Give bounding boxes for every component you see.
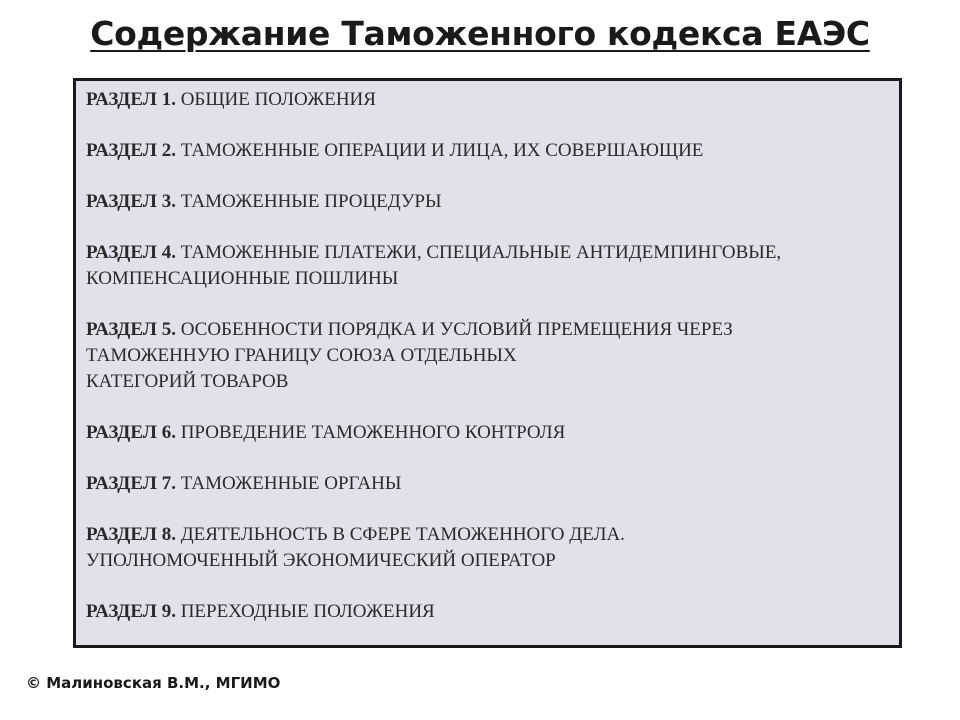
section-item-3 — [86, 189, 889, 215]
section-title-line: ТАМОЖЕННЫЕ ОПЕРАЦИИ И ЛИЦА, ИХ СОВЕРШАЮЩИЕ — [180, 140, 704, 161]
section-item-4 — [86, 240, 889, 292]
section-item-6 — [86, 420, 889, 446]
slide-title: Содержание Таможенного кодекса ЕАЭС — [90, 14, 870, 53]
sections-box — [73, 78, 902, 648]
section-number: РАЗДЕЛ 2. — [86, 140, 176, 161]
section-title-line: ОСОБЕННОСТИ ПОРЯДКА И УСЛОВИЙ ПРЕМЕЩЕНИЯ ЧЕРЕЗ — [180, 319, 733, 340]
section-title-line: ТАМОЖЕННЫЕ ОРГАНЫ — [180, 473, 402, 494]
section-title-line: КАТЕГОРИЙ ТОВАРОВ — [86, 371, 289, 392]
section-title-line: ПЕРЕХОДНЫЕ ПОЛОЖЕНИЯ — [180, 601, 435, 622]
section-title-line: ТАМОЖЕННЫЕ ПЛАТЕЖИ, СПЕЦИАЛЬНЫЕ АНТИДЕМПИНГОВЫЕ, — [180, 242, 782, 263]
section-item-1 — [86, 87, 889, 113]
section-number: РАЗДЕЛ 9. — [86, 601, 176, 622]
section-number: РАЗДЕЛ 6. — [86, 422, 176, 443]
section-number: РАЗДЕЛ 7. — [86, 473, 176, 494]
copyright-footer: © Малиновская В.М., МГИМО — [26, 674, 281, 692]
section-title-line: ДЕЯТЕЛЬНОСТЬ В СФЕРЕ ТАМОЖЕННОГО ДЕЛА. — [180, 524, 625, 545]
section-item-7 — [86, 471, 889, 497]
section-title-line: ТАМОЖЕННУЮ ГРАНИЦУ СОЮЗА ОТДЕЛЬНЫХ — [86, 345, 517, 366]
section-item-5 — [86, 317, 889, 395]
section-item-8 — [86, 522, 889, 574]
section-title-line: ОБЩИЕ ПОЛОЖЕНИЯ — [180, 89, 376, 110]
section-number: РАЗДЕЛ 8. — [86, 524, 176, 545]
section-number: РАЗДЕЛ 4. — [86, 242, 176, 263]
section-title-line: КОМПЕНСАЦИОННЫЕ ПОШЛИНЫ — [86, 268, 399, 289]
section-title-line: УПОЛНОМОЧЕННЫЙ ЭКОНОМИЧЕСКИЙ ОПЕРАТОР — [86, 550, 556, 571]
section-number: РАЗДЕЛ 1. — [86, 89, 176, 110]
section-item-2 — [86, 138, 889, 164]
section-title-line: ПРОВЕДЕНИЕ ТАМОЖЕННОГО КОНТРОЛЯ — [180, 422, 566, 443]
section-number: РАЗДЕЛ 3. — [86, 191, 176, 212]
section-item-9 — [86, 599, 889, 625]
section-number: РАЗДЕЛ 5. — [86, 319, 176, 340]
section-title-line: ТАМОЖЕННЫЕ ПРОЦЕДУРЫ — [180, 191, 442, 212]
